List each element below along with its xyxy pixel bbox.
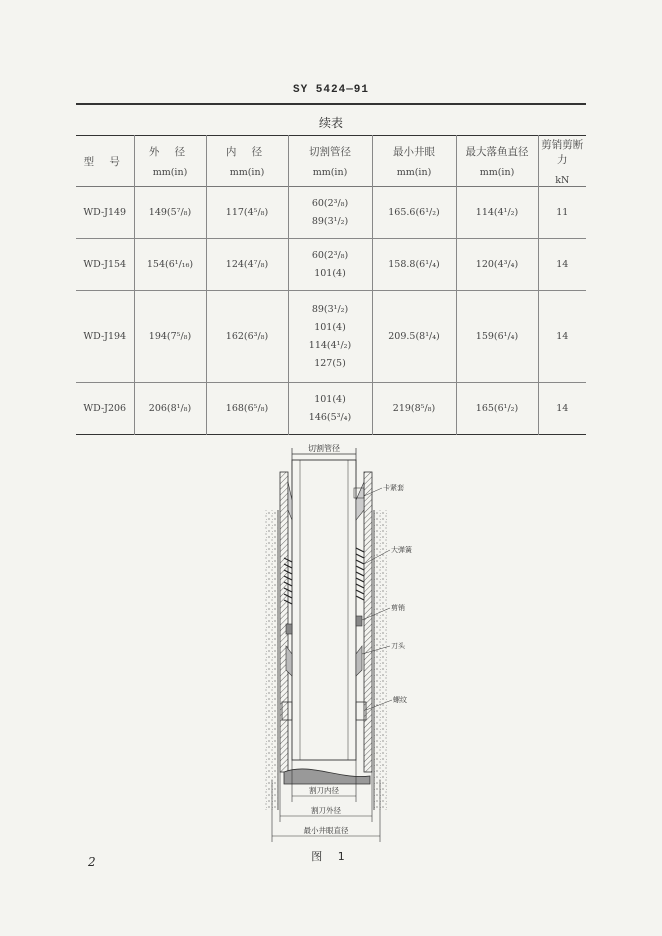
col-header-cut: 切割管径 mm(in) [288,136,372,187]
wall-left [264,510,278,810]
label-cutter-od: 割刀外径 [311,806,341,815]
shear-pin-left [286,624,292,634]
cell-fish: 165(6¹/₂) [456,383,538,435]
cell-fish: 120(4³/₄) [456,239,538,291]
table-row [76,187,586,239]
label-slip: 卡紧套 [383,484,404,492]
cell-id: 168(6⁵/₈) [206,383,288,435]
col-header-shear: 剪销剪断力 kN [538,136,586,187]
spring-right [356,548,364,600]
cell-fish: 159(6¹/₄) [456,291,538,383]
cell-od: 206(8¹/₈) [134,383,206,435]
page-number: 2 [88,855,96,869]
cell-model: WD-J154 [83,259,127,270]
cell-hole: 158.8(6¹/₄) [372,239,456,291]
table-row [76,291,586,383]
standard-code: SY 5424—91 [292,84,369,96]
figure-caption: 图 1 [311,850,351,863]
cell-model: WD-J206 [83,403,127,414]
table-header-row [76,136,586,187]
cell-cut: 89(3¹/₂) 101(4) 114(4¹/₂) 127(5) [288,291,372,383]
table-caption: 续表 [318,116,343,130]
cell-hole: 209.5(8¹/₄) [372,291,456,383]
cell-cut: 60(2³/₈) 89(3¹/₂) [288,187,372,239]
cell-id: 162(6³/₈) [206,291,288,383]
col-header-id: 内 径 mm(in) [206,136,288,187]
cell-id: 117(4⁵/₈) [206,187,288,239]
col-header-model: 型 号 [83,155,126,168]
cell-shear: 14 [538,383,586,435]
shear-pin-right [356,616,362,626]
cell-id: 124(4⁷/₈) [206,239,288,291]
label-spring: 大弹簧 [391,546,412,554]
label-cut-pipe: 切割管径 [308,444,340,453]
cell-shear: 14 [538,239,586,291]
table-row [76,383,586,435]
cutter-diagram [250,440,440,852]
cell-fish: 114(4¹/₂) [456,187,538,239]
label-blade: 刀头 [391,642,405,650]
inner-pipe [292,460,356,760]
cell-cut: 60(2³/₈) 101(4) [288,239,372,291]
table-row [76,239,586,291]
cell-model: WD-J149 [83,207,127,218]
cell-od: 194(7⁵/₈) [134,291,206,383]
tool-body-left [280,472,288,772]
blade-right [356,646,362,676]
header-rule [76,103,586,105]
cell-hole: 165.6(6¹/₂) [372,187,456,239]
cutter-bottom [284,769,370,784]
cell-model: WD-J194 [83,331,127,342]
spec-table [76,135,586,435]
cell-shear: 11 [538,187,586,239]
label-thread: 螺纹 [393,696,407,704]
cell-od: 154(6¹/₁₆) [134,239,206,291]
label-pin: 剪销 [391,604,405,612]
label-min-hole: 最小井眼直径 [303,826,349,835]
cell-od: 149(5⁷/₈) [134,187,206,239]
cell-hole: 219(8⁵/₈) [372,383,456,435]
tool-body-right [364,472,372,772]
label-cutter-id: 割刀内径 [309,786,339,795]
cell-shear: 14 [538,291,586,383]
cell-cut: 101(4) 146(5³/₄) [288,383,372,435]
col-header-fish: 最大落鱼直径 mm(in) [456,136,538,187]
col-header-od: 外 径 mm(in) [134,136,206,187]
col-header-hole: 最小井眼 mm(in) [372,136,456,187]
